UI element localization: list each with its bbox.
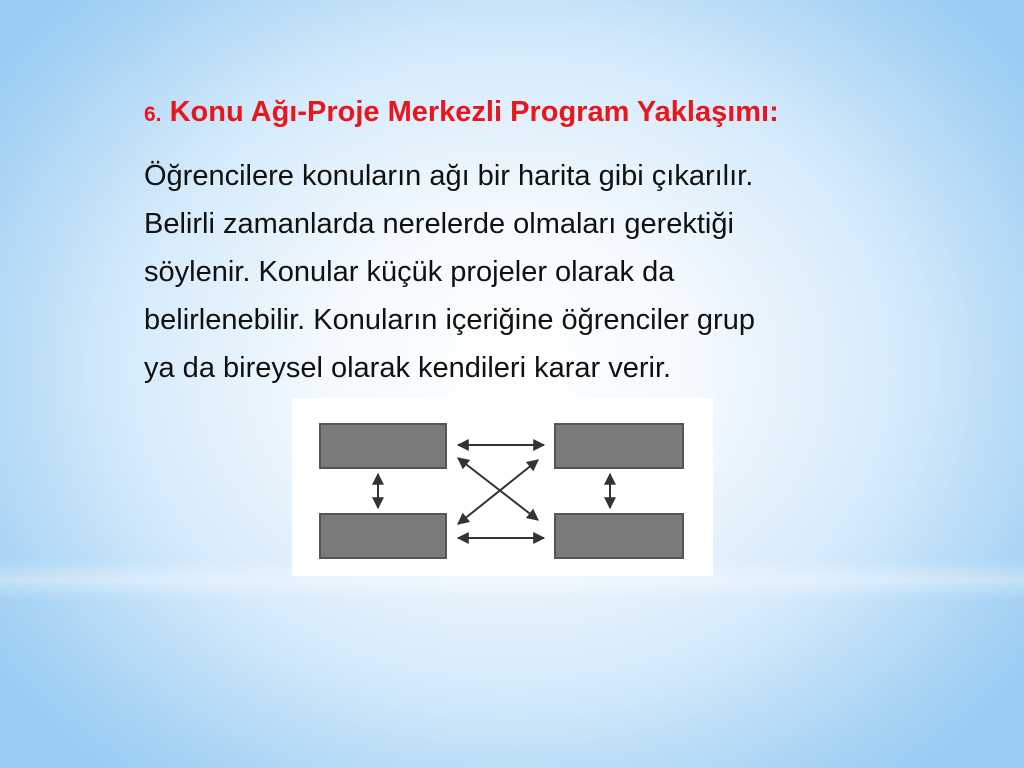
arrow-diagonal-up bbox=[458, 460, 538, 524]
network-diagram bbox=[292, 398, 713, 576]
title-number: 6. bbox=[144, 103, 162, 126]
body-line: belirlenebilir. Konuların içeriğine öğrenciler grup bbox=[144, 304, 755, 336]
slide-title bbox=[144, 92, 944, 135]
top-left-box bbox=[320, 424, 446, 468]
network-diagram-svg bbox=[292, 398, 713, 576]
title-text: Konu Ağı-Proje Merkezli Program Yaklaşımı: bbox=[169, 96, 779, 128]
arrow-diagonal-down bbox=[458, 458, 538, 520]
body-line: ya da bireysel olarak kendileri karar verir. bbox=[144, 352, 672, 384]
body-line: söylenir. Konular küçük projeler olarak da bbox=[144, 256, 675, 288]
bottom-right-box bbox=[555, 514, 683, 558]
top-right-box bbox=[555, 424, 683, 468]
body-line: Belirli zamanlarda nerelerde olmaları gerektiği bbox=[144, 208, 734, 240]
body-paragraph bbox=[144, 152, 944, 392]
bottom-left-box bbox=[320, 514, 446, 558]
body-line: Öğrencilere konuların ağı bir harita gibi çıkarılır. bbox=[144, 160, 754, 192]
